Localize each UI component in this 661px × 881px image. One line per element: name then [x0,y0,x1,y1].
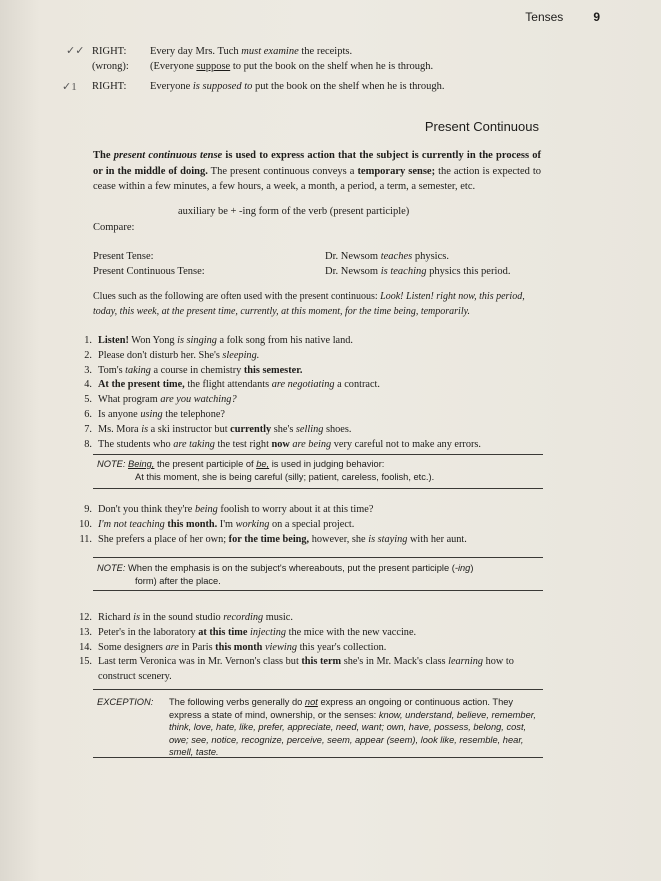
list-item [66,611,546,626]
item-number: 11. [79,533,92,545]
item-text: Peter's in the laboratory at this time injecting the mice with the new vaccine. [98,626,417,638]
handwritten-check-mark: ✓1 [62,81,77,93]
divider-rule [93,757,543,758]
list-item [66,503,546,518]
example-label: (wrong): [92,61,129,72]
example-line: RIGHT: Every day Mrs. Tuch must examine the receipts. [92,46,353,57]
formula: auxiliary be + -ing form of the verb (present participle) [178,206,410,217]
intro-paragraph: The present continuous tense is used to express action that the subject is currently in the process of or in the middle of doing. The present continuous conveys a temporary sense; the action is expected to cease within a few minutes, a few hours, a week, a month, a period, a term, a semester, etc. [93,150,542,192]
item-text: She prefers a place of her own; for the time being, however, she is staying with her aunt. [98,533,467,545]
divider-rule [93,590,543,591]
page-number: 9 [593,10,600,24]
example-list [66,611,546,685]
item-number: 7. [84,423,92,435]
item-text: Last term Veronica was in Mr. Vernon's class but this term she's in Mr. Mack's class learning how to construct scenery. [98,656,514,683]
compare-label-present: Present Tense: [93,251,154,262]
divider-rule [93,454,543,455]
example-label: RIGHT: [92,81,127,92]
handwritten-check-mark: ✓✓ [66,45,85,57]
example-list [66,334,546,452]
example-list [66,503,546,547]
list-item [66,364,546,379]
section-title: Present Continuous [424,119,539,134]
compare-example-continuous: Dr. Newsom is teaching physics this period. [325,266,511,277]
example-line: (wrong): (Everyone suppose to put the book on the shelf when he is through. [92,61,434,72]
item-text: At the present time, the flight attendants are negotiating a contract. [98,379,380,391]
list-item [66,393,546,408]
item-number: 4. [84,379,92,391]
list-item [66,533,546,548]
list-item [66,349,546,364]
list-item [66,423,546,438]
list-item [66,438,546,453]
clues-paragraph: Clues such as the following are often used with the present continuous: Look! Listen! right now, this period, today, this week, at the present time, currently, at this moment, for the time being, temporarily. [93,291,525,317]
item-text: Tom's taking a course in chemistry this semester. [98,364,303,376]
item-number: 13. [79,626,92,638]
list-item [66,378,546,393]
item-number: 15. [79,656,92,668]
compare-example-present: Dr. Newsom teaches physics. [325,251,449,262]
item-text: Some designers are in Paris this month viewing this year's collection. [98,641,387,653]
item-text: Don't you think they're being foolish to worry about it at this time? [98,504,374,515]
item-number: 1. [84,335,92,346]
exception-box: EXCEPTION: The following verbs generally do not express an ongoing or continuous action. They express a state of mind, ownership, or the senses: know, understand, believe, remember, think, love, hate, like, prefer, appreciate, need, want; own, have, possess, belong, cost, owe; see, notice, recognize, perceive, seem, appear (seem), look like, resemble, hear, smell, taste. [97,697,536,757]
running-header-title: Tenses [525,10,564,24]
item-text: The students who are taking the test right now are being very careful not to make any errors. [98,438,482,450]
item-number: 9. [84,504,92,515]
item-number: 2. [84,349,92,361]
compare-label-continuous: Present Continuous Tense: [93,266,205,277]
example-label: RIGHT: [92,46,127,57]
running-header [0,10,600,24]
list-item [66,655,546,685]
item-text: Ms. Mora is a ski instructor but currently she's selling shoes. [98,423,352,435]
item-text: Please don't disturb her. She's sleeping. [98,349,260,361]
list-item [66,641,546,656]
item-number: 6. [84,408,92,420]
list-item [66,518,546,533]
compare-label: Compare: [93,222,135,233]
list-item [66,334,546,349]
list-item [66,626,546,641]
item-text: Richard is in the sound studio recording music. [98,612,293,623]
divider-rule [93,689,543,690]
item-number: 10. [79,518,92,530]
example-line: RIGHT: Everyone is supposed to put the book on the shelf when he is through. [92,81,445,92]
divider-rule [93,557,543,558]
list-item [66,408,546,423]
item-text: Is anyone using the telephone? [98,408,225,420]
item-number: 14. [79,641,92,653]
note-box: NOTE: When the emphasis is on the subject's whereabouts, put the present participle (-ing) form) after the place. [97,563,474,586]
note-box: NOTE: Being, the present participle of be, is used in judging behavior: At this moment, she is being careful (silly; patient, careless, foolish, etc.). [97,459,435,482]
item-text: I'm not teaching this month. I'm working on a special project. [98,518,355,530]
item-text: Listen! Won Yong is singing a folk song from his native land. [98,335,353,346]
item-text: What program are you watching? [98,394,237,406]
item-number: 5. [84,394,92,406]
item-number: 8. [84,438,92,450]
item-number: 12. [79,612,92,623]
divider-rule [93,488,543,489]
item-number: 3. [84,364,92,376]
